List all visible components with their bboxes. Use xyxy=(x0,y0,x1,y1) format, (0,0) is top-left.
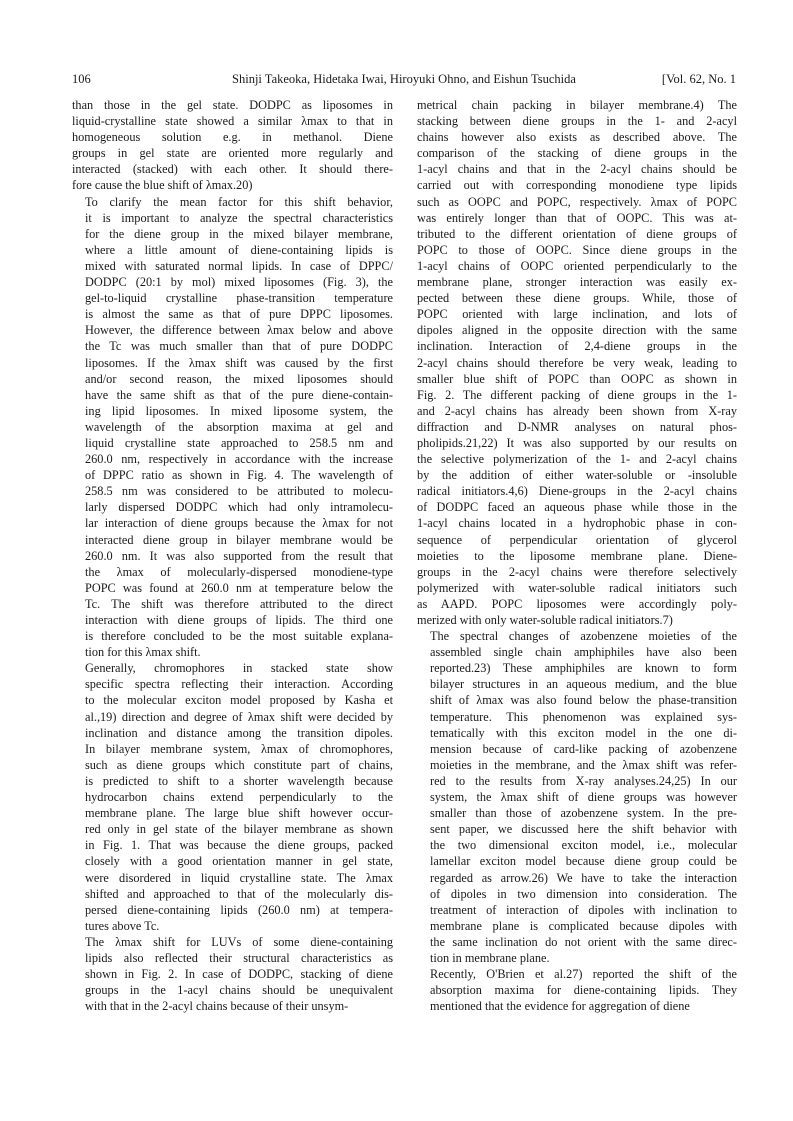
text-line: sequence of perpendicular orientation of glycerol xyxy=(417,532,737,547)
text-line: shown in Fig. 2. In case of DODPC, stacking of diene xyxy=(85,967,393,982)
text-line: system, the λmax shift of diene groups was however xyxy=(430,790,737,805)
text-line: tributed to the different orientation of diene groups of xyxy=(417,226,737,241)
text-line: mixed with saturated normal lipids. In case of DPPC/ xyxy=(85,258,393,273)
text-line: regarded as arrow.26) We have to take the interaction xyxy=(430,870,737,885)
text-line: such as OOPC and POPC, respectively. λmax of POPC xyxy=(417,194,737,209)
text-line: liposomes. If the λmax shift was caused by the first xyxy=(85,355,393,370)
text-line: in Fig. 1. That was because the diene groups, packed xyxy=(85,838,393,853)
text-line: Recently, O'Brien et al.27) reported the shift of the xyxy=(430,967,737,982)
paragraph xyxy=(417,966,737,1014)
text-line: inclination and distance among the transition dipoles. xyxy=(85,725,393,740)
text-line: was entirely longer than that of OOPC. This was at- xyxy=(417,210,737,225)
text-line: 1-acyl chains located in a hydrophobic phase in con- xyxy=(417,516,737,531)
text-line: is almost the same as that of pure DPPC liposomes. xyxy=(85,307,393,322)
text-line: red only in gel state of the bilayer membrane as shown xyxy=(85,822,393,837)
text-line: is predicted to shift to a shorter wavelength because xyxy=(85,773,393,788)
paragraph xyxy=(417,628,737,966)
text-line: were disordered in liquid crystalline state. The λmax xyxy=(85,870,393,885)
text-line: moieties to the liposome membrane plane. Diene- xyxy=(417,548,737,563)
text-line: 260.0 nm. It was also supported from the result that xyxy=(85,548,393,563)
text-line: membrane plane is complicated because dipoles with xyxy=(430,918,737,933)
text-line: temperature. This phenomenon was explained sys- xyxy=(430,709,737,724)
volume-info: [Vol. 62, No. 1 xyxy=(661,72,736,86)
text-line: In bilayer membrane system, λmax of chromophores, xyxy=(85,741,393,756)
text-line: shift of λmax was also found below the phase-transition xyxy=(430,693,737,708)
text-line: 1-acyl chains and that in the 2-acyl chains should be xyxy=(417,162,737,177)
text-line: than those in the gel state. DODPC as liposomes in xyxy=(72,98,393,112)
text-line: the Tc was much smaller than that of pure DODPC xyxy=(85,339,393,354)
text-line: However, the difference between λmax below and above xyxy=(85,323,393,338)
text-line: and/or second reason, the mixed liposomes should xyxy=(85,371,393,386)
text-line: POPC was found at 260.0 nm at temperature below the xyxy=(85,580,393,595)
text-line: for the diene group in the mixed bilayer membrane, xyxy=(85,226,393,241)
text-line: 2-acyl chains should therefore be very weak, leading to xyxy=(417,355,737,370)
paragraph xyxy=(72,660,393,934)
text-line: DODPC (20:1 by mol) mixed liposomes (Fig. 3), the xyxy=(85,275,393,290)
text-line: fore cause the blue shift of λmax.20) xyxy=(72,178,253,193)
text-line: where a little amount of diene-containing lipids is xyxy=(85,242,393,257)
paragraph xyxy=(72,194,393,661)
text-line: Fig. 2. The different packing of diene groups in the 1- xyxy=(417,387,737,402)
page-number: 106 xyxy=(72,72,91,86)
text-line: such as diene groups which constitute part of chains, xyxy=(85,757,393,772)
text-line: and 2-acyl chains has already been shown from X-ray xyxy=(417,403,737,418)
text-line: homogeneous solution e.g. in methanol. Diene xyxy=(72,130,393,145)
right-text-column xyxy=(417,97,737,1014)
text-line: closely with a good orientation manner in gel state, xyxy=(85,854,393,869)
text-line: groups in the 2-acyl chains were therefore selectively xyxy=(417,564,737,579)
text-line: shifted and approached to that of the molecularly dis- xyxy=(85,886,393,901)
text-line: comparison of the stacking of diene groups in the xyxy=(417,146,737,161)
paragraph xyxy=(417,97,737,628)
text-line: reported.23) These amphiphiles are known to form xyxy=(430,661,737,676)
text-line: lamellar exciton model because diene group could be xyxy=(430,854,737,869)
text-line: assembled single chain amphiphiles have also been xyxy=(430,645,737,660)
text-line: interacted diene group in bilayer membrane would be xyxy=(85,532,393,547)
text-line: stacking between diene groups in the 1- and 2-acyl xyxy=(417,114,737,129)
text-line: bilayer structures in an aqueous medium, and the blue xyxy=(430,677,737,692)
text-line: persed diene-containing lipids (260.0 nm) at tempera- xyxy=(85,902,393,917)
text-line: mension because of card-like packing of azobenzene xyxy=(430,741,737,756)
text-line: membrane plane, stronger interaction was easily ex- xyxy=(417,275,737,290)
text-line: The spectral changes of azobenzene moieties of the xyxy=(430,629,737,644)
text-line: the selective polymerization of the 1- and 2-acyl chains xyxy=(417,452,737,467)
text-line: lar interaction of diene groups because the λmax for not xyxy=(85,516,393,531)
text-line: Generally, chromophores in stacked state show xyxy=(85,661,393,676)
paragraph xyxy=(72,97,393,194)
text-line: pholipids.21,22) It was also supported by our results on xyxy=(417,435,737,450)
text-line: larly dispersed DODPC which had only intramolecu- xyxy=(85,500,393,515)
text-line: merized with only water-soluble radical initiators.7) xyxy=(417,613,673,627)
text-line: tion in membrane plane. xyxy=(430,950,550,965)
text-line: specific spectra reflecting their interaction. According xyxy=(85,677,393,692)
text-line: tures above Tc. xyxy=(85,918,160,933)
text-line: radical initiators.4,6) Diene-groups in the 2-acyl chains xyxy=(417,484,737,499)
text-line: tematically with this exciton model in the one di- xyxy=(430,725,737,740)
text-line: diffraction and D-NMR analyses on natural phos- xyxy=(417,419,737,434)
text-line: inclination. Interaction of 2,4-diene groups in the xyxy=(417,339,737,354)
paragraph xyxy=(72,934,393,1014)
text-line: gel-to-liquid crystalline phase-transition temperature xyxy=(85,291,393,306)
text-line: with that in the 2-acyl chains because of their unsym- xyxy=(85,999,349,1014)
text-line: groups in the 1-acyl chains should be unequivalent xyxy=(85,983,393,998)
text-line: it is important to analyze the spectral characteristics xyxy=(85,210,393,225)
running-header-authors: Shinji Takeoka, Hidetaka Iwai, Hiroyuki Ohno, and Eishun Tsuchida xyxy=(232,72,576,86)
text-line: polymerized with water-soluble radical initiators such xyxy=(417,580,737,595)
text-line: 1-acyl chains of OOPC oriented perpendicularly to the xyxy=(417,258,737,273)
text-line: pected between these diene groups. While, those of xyxy=(417,291,737,306)
text-line: moieties in the membrane, and the λmax shift was refer- xyxy=(430,757,737,772)
text-line: metrical chain packing in bilayer membrane.4) The xyxy=(417,98,737,112)
text-line: smaller blue shift of POPC than OOPC as shown in xyxy=(417,371,737,386)
text-line: hydrocarbon chains extend perpendicularly to the xyxy=(85,790,393,805)
text-line: tion for this λmax shift. xyxy=(85,645,201,660)
text-line: carried out with corresponding monodiene type lipids xyxy=(417,178,737,193)
text-line: interaction with diene groups of lipids. The third one xyxy=(85,613,393,627)
text-line: mentioned that the evidence for aggregation of diene xyxy=(430,999,690,1014)
text-line: smaller than those of azobenzene system. In the pre- xyxy=(430,806,737,821)
text-line: membrane plane. The large blue shift however occur- xyxy=(85,806,393,821)
text-line: lipids also reflected their structural characteristics as xyxy=(85,950,393,965)
text-line: is therefore concluded to be the most suitable explana- xyxy=(85,629,393,644)
text-line: of DODPC faced an aqueous phase while those in the xyxy=(417,500,737,515)
text-line: dipoles aligned in the opposite direction with the same xyxy=(417,323,737,338)
text-line: 258.5 nm was considered to be attributed to molecu- xyxy=(85,484,393,499)
text-line: POPC to those of OOPC. Since diene groups in the xyxy=(417,242,737,257)
text-line: as AAPD. POPC liposomes were accordingly poly- xyxy=(417,596,737,611)
text-line: the same inclination do not orient with the same direc- xyxy=(430,934,737,949)
text-line: of DPPC ratio as shown in Fig. 4. The wavelength of xyxy=(85,468,393,483)
text-line: liquid crystalline state approached to 258.5 nm and xyxy=(85,435,393,450)
text-line: 260.0 nm, respectively in accordance with the increase xyxy=(85,452,393,467)
text-line: liquid-crystalline state showed a similar λmax to that in xyxy=(72,114,393,129)
text-line: To clarify the mean factor for this shift behavior, xyxy=(85,194,393,209)
text-line: treatment of interaction of dipoles with inclination to xyxy=(430,902,737,917)
text-line: al.,19) direction and degree of λmax shift were decided by xyxy=(85,709,393,724)
text-line: the λmax of molecularly-dispersed monodiene-type xyxy=(85,564,393,579)
text-line: Tc. The shift was therefore attributed to the direct xyxy=(85,596,393,611)
text-line: sent paper, we discussed here the shift behavior with xyxy=(430,822,737,837)
left-text-column xyxy=(72,97,393,1014)
text-line: ing lipid liposomes. In mixed liposome system, the xyxy=(85,403,393,418)
text-line: wavelength of the absorption maxima at gel and xyxy=(85,419,393,434)
text-line: The λmax shift for LUVs of some diene-containing xyxy=(85,934,393,949)
text-line: groups in gel state are oriented more regularly and xyxy=(72,146,393,161)
text-line: the two dimensional exciton model, i.e., molecular xyxy=(430,838,737,853)
text-line: chains however also exists as described above. The xyxy=(417,130,737,145)
text-line: have the same shift as that of the pure diene-contain- xyxy=(85,387,393,402)
text-line: interacted (stacked) with each other. It should there- xyxy=(72,162,393,177)
text-line: absorption maxima for diene-containing lipids. They xyxy=(430,983,737,998)
text-line: to the molecular exciton model proposed by Kasha et xyxy=(85,693,393,708)
text-line: of dipoles in two dimension into consideration. The xyxy=(430,886,737,901)
text-line: red to the results from X-ray analyses.24,25) In our xyxy=(430,773,737,788)
text-line: POPC oriented with large inclination, and lots of xyxy=(417,307,737,322)
text-line: by the addition of either water-soluble or -insoluble xyxy=(417,468,737,483)
running-header xyxy=(72,72,736,90)
